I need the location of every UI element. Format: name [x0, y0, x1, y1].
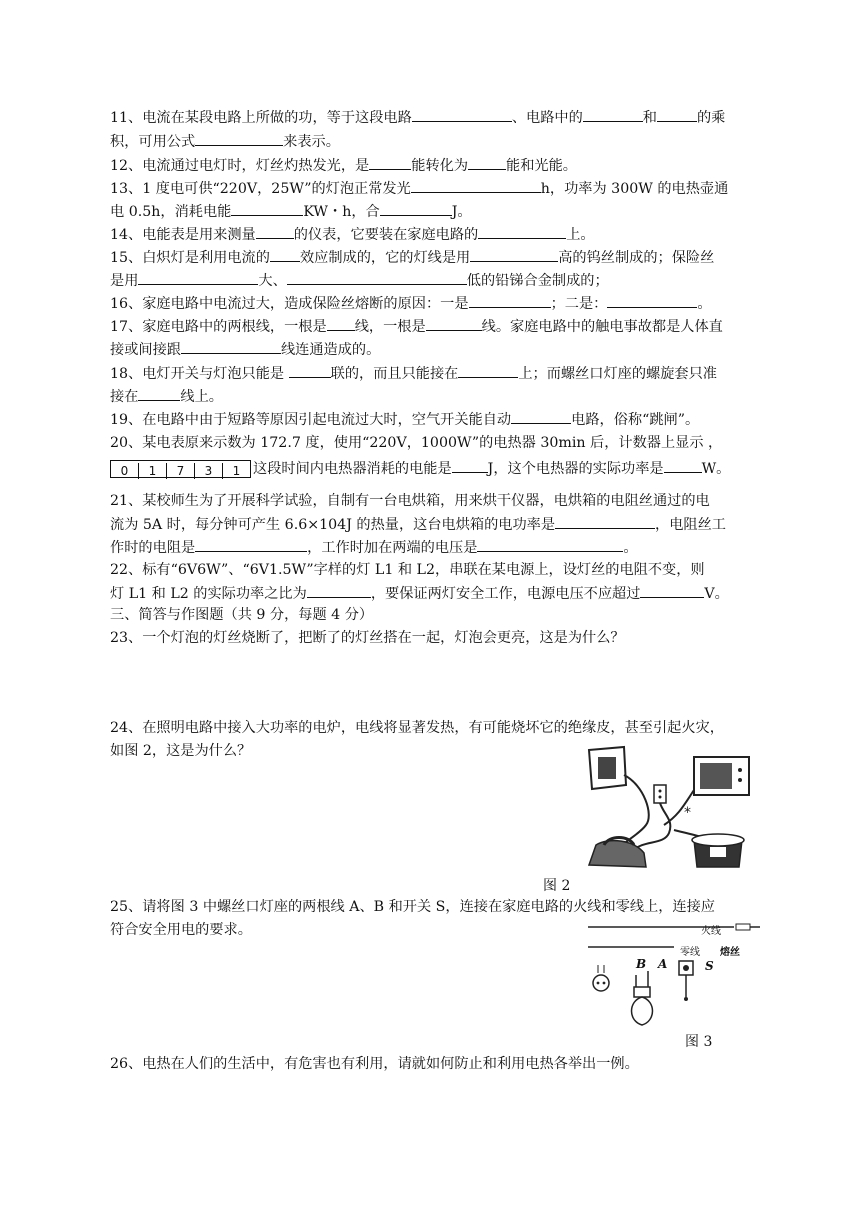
blank[interactable] [426, 316, 482, 331]
blank[interactable] [583, 107, 643, 122]
q22-line1: 22、标有“6V6W”、“6V1.5W”字样的灯 L1 和 L2，串联在某电源上，设灯丝的电阻不变，则 [110, 562, 705, 578]
svg-text:*: * [684, 805, 691, 821]
q12-line: 12、电流通过电灯时，灯丝灼热发光，是 能转化为 能和光能。 [110, 155, 577, 176]
blank[interactable] [195, 537, 307, 552]
blank[interactable] [289, 363, 331, 378]
q17-line1: 17、家庭电路中的两根线，一根是 线，一根是 线。家庭电路中的触电事故都是人体直 [110, 316, 723, 337]
q21-line1: 21、某校师生为了开展科学试验，自制有一台电烘箱，用来烘干仪器，电烘箱的电阻丝通过的电 [110, 493, 710, 509]
q22-line2: 灯 L1 和 L2 的实际功率之比为 ，要保证两灯安全工作，电源电压不应超过 V。 [110, 583, 729, 604]
meter-digit: 1 [232, 464, 241, 478]
blank[interactable] [369, 155, 411, 170]
live-wire-label: 火线 [701, 926, 721, 937]
blank[interactable] [555, 514, 655, 529]
meter-digit: 7 [167, 463, 195, 479]
blank[interactable] [195, 131, 283, 146]
q17-line2: 接或间接跟 线连通造成的。 [110, 339, 380, 360]
q16-line: 16、家庭电路中电流过大，造成保险丝熔断的原因：一是 ；二是： 。 [110, 293, 712, 314]
meter-digit: 0 [111, 463, 139, 479]
blank[interactable] [287, 270, 467, 285]
meter-digit: 3 [195, 463, 223, 479]
q25-line2: 符合安全用电的要求。 [110, 922, 252, 938]
blank[interactable] [640, 583, 704, 598]
q24-line1: 24、在照明电路中接入大功率的电炉，电线将显著发热，有可能烧坏它的绝缘皮，甚至引起火灾， [110, 720, 724, 736]
blank[interactable] [657, 107, 697, 122]
blank[interactable] [327, 316, 355, 331]
meter-digit: 1 [139, 463, 167, 479]
blank[interactable] [138, 386, 180, 401]
q20-line1: 20、某电表原来示数为 172.7 度，使用“220V，1000W”的电热器 30min 后，计数器上显示 ， [110, 435, 723, 451]
q13-line1: 13、1 度电可供“220V，25W”的灯泡正常发光 h，功率为 300W 的电热壶通 [110, 178, 728, 199]
blank[interactable] [307, 583, 371, 598]
q19-line: 19、在电路中由于短路等原因引起电流过大时，空气开关能自动 电路，俗称“跳闸”。 [110, 409, 699, 430]
switch-s-label: S [705, 959, 714, 973]
q13-line2: 电 0.5h，消耗电能 KW・h，合 J。 [110, 201, 472, 222]
q14-line: 14、电能表是用来测量 的仪表，它要装在家庭电路的 上。 [110, 224, 595, 245]
q11-line2: 积，可用公式 来表示。 [110, 131, 340, 152]
blank[interactable] [477, 537, 623, 552]
terminal-a-label: A [658, 957, 668, 971]
figure-3-circuit [584, 915, 760, 1030]
meter-counter [110, 460, 251, 478]
section-heading: 三、简答与作图题（共 9 分，每题 4 分） [110, 607, 374, 623]
figure-3-caption: 图 3 [685, 1034, 713, 1050]
neutral-wire-label: 零线 [680, 947, 700, 958]
blank[interactable] [478, 224, 566, 239]
blank[interactable] [411, 178, 541, 193]
blank[interactable] [607, 293, 697, 308]
blank[interactable] [412, 107, 512, 122]
figure-2-caption: 图 2 [543, 878, 571, 894]
blank[interactable] [469, 293, 551, 308]
blank[interactable] [452, 458, 488, 473]
q18-line1: 18、电灯开关与灯泡只能是 联的，而且只能接在 上；而螺丝口灯座的螺旋套只准 [110, 363, 717, 384]
q11-line1: 11、电流在某段电路上所做的功，等于这段电路 、电路中的 和 的乘 [110, 107, 725, 128]
blank[interactable] [470, 247, 558, 262]
q26: 26、电热在人们的生活中，有危害也有利用，请就如何防止和利用电热各举出一例。 [110, 1056, 639, 1072]
q20-line2: 0 1 7 3 1 这段时间内电热器消耗的电能是 J，这个电热器的实际功率是 W。 [110, 458, 730, 479]
q21-line3: 作时的电阻是 ，工作时加在两端的电压是 。 [110, 537, 638, 558]
q15-line1: 15、白炽灯是利用电流的 效应制成的，它的灯线是用 高的钨丝制成的；保险丝 [110, 247, 714, 268]
blank[interactable] [138, 270, 258, 285]
blank[interactable] [270, 247, 300, 262]
fuse-label: 熔丝 [720, 947, 740, 958]
blank[interactable] [458, 363, 518, 378]
blank[interactable] [181, 339, 281, 354]
terminal-b-label: B [636, 957, 647, 971]
q15-line2: 是用 大、 低的铅锑合金制成的； [110, 270, 609, 291]
blank[interactable] [256, 224, 294, 239]
blank[interactable] [468, 155, 506, 170]
blank[interactable] [511, 409, 571, 424]
q25-line1: 25、请将图 3 中螺丝口灯座的两根线 A、B 和开关 S，连接在家庭电路的火线和零线上，连接应 [110, 899, 715, 915]
q24-line2: 如图 2，这是为什么？ [110, 743, 252, 759]
q18-line2: 接在 线上。 [110, 386, 223, 407]
q21-line2: 流为 5A 时，每分钟可产生 6.6×104J 的热量，这台电烘箱的电功率是 ，电阻丝工 [110, 514, 726, 535]
q23: 23、一个灯泡的灯丝烧断了，把断了的灯丝搭在一起，灯泡会更亮，这是为什么？ [110, 630, 625, 646]
figure-2-illustration [584, 745, 754, 875]
blank[interactable] [380, 201, 452, 216]
blank[interactable] [664, 458, 702, 473]
blank[interactable] [231, 201, 303, 216]
